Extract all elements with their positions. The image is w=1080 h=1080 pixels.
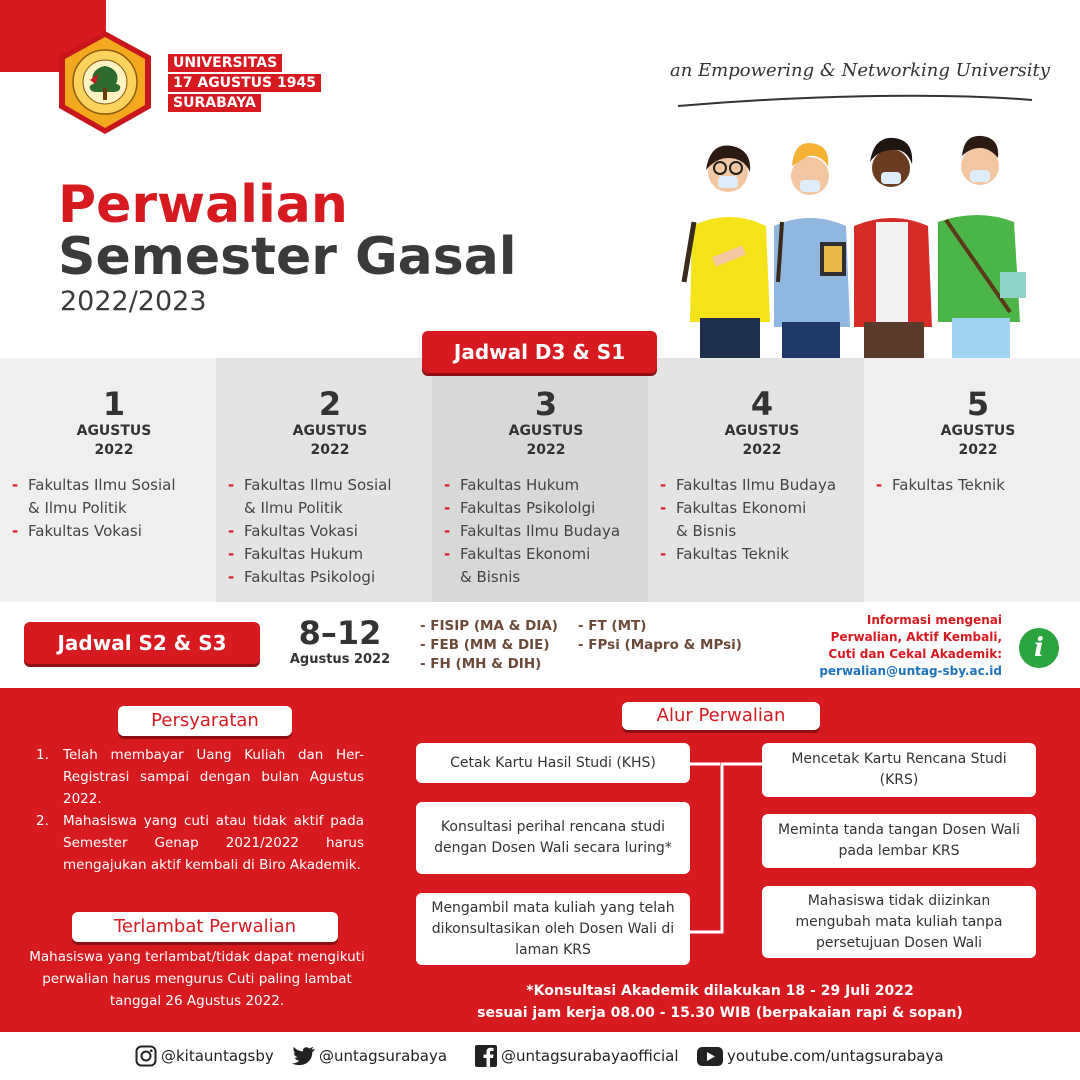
youtube-url: youtube.com/untagsurabaya: [727, 1047, 944, 1065]
schedule-day-5: [864, 358, 1080, 602]
jadwal-d3-s1-label: Jadwal D3 & S1: [422, 331, 657, 373]
program-item: - FT (MT): [578, 618, 647, 634]
info-icon: i: [1019, 628, 1059, 668]
university-name: [168, 54, 321, 114]
flow-step-5: Meminta tanda tangan Dosen Wali pada lembar KRS: [762, 814, 1036, 868]
info-line: Perwalian, Aktif Kembali,: [830, 630, 1002, 644]
facebook-icon: [474, 1044, 498, 1068]
requirement-number: 1.: [36, 747, 49, 763]
schedule-day-1: [0, 358, 216, 602]
faculty-item: - Fakultas Psikologi: [228, 566, 432, 589]
schedule-d3-s1: [0, 358, 1080, 602]
day-year: 2022: [958, 442, 998, 458]
flow-step-4: Mencetak Kartu Rencana Studi (KRS): [762, 743, 1036, 797]
persyaratan-label: Persyaratan: [118, 706, 292, 736]
s2-s3-date-month: Agustus 2022: [289, 652, 391, 667]
day-number: 4: [750, 385, 774, 423]
terlambat-label: Terlambat Perwalian: [72, 912, 338, 942]
schedule-day-3: [432, 358, 648, 602]
faculty-item: & Bisnis: [460, 568, 521, 586]
flow-note-line: sesuai jam kerja 08.00 - 15.30 WIB (berpakaian rapi & sopan): [477, 1005, 963, 1021]
flow-note-line: *Konsultasi Akademik dilakukan 18 - 29 Juli 2022: [526, 983, 914, 999]
faculty-item: & Bisnis: [676, 522, 737, 540]
program-item: - FH (MH & DIH): [420, 656, 542, 672]
day-year: 2022: [94, 442, 134, 458]
requirement-text: Telah membayar Uang Kuliah dan Her-Registrasi sampai dengan bulan Agustus 2022.: [63, 747, 364, 807]
schedule-day-4: [648, 358, 864, 602]
flow-note: [440, 980, 1000, 1024]
title-line-1: Perwalian: [58, 175, 348, 235]
day-month: AGUSTUS: [724, 423, 800, 439]
requirement-number: 2.: [36, 813, 49, 829]
schedule-day-2: [216, 358, 432, 602]
instagram-icon: [134, 1044, 158, 1068]
faculty-item: - Fakultas Psikololgi: [444, 497, 648, 520]
program-item: - FEB (MM & DIE): [420, 637, 550, 653]
faculty-item: & Ilmu Politik: [28, 499, 127, 517]
faculty-item: - Fakultas Ilmu Budaya: [444, 520, 648, 543]
info-email-link[interactable]: perwalian@untag-sby.ac.id: [819, 664, 1002, 678]
info-line: Informasi mengenai: [866, 613, 1002, 627]
faculty-item: - Fakultas Ekonomi: [660, 497, 864, 520]
faculty-list: [660, 474, 864, 566]
info-text: [819, 612, 1002, 680]
s2-s3-date: [282, 614, 398, 667]
faculty-item: - Fakultas Vokasi: [12, 520, 216, 543]
twitter-handle: @untagsurabaya: [319, 1047, 448, 1065]
s2-s3-date-range: 8–12: [298, 614, 382, 652]
faculty-item: - Fakultas Teknik: [876, 474, 1080, 497]
day-year: 2022: [526, 442, 566, 458]
instagram-handle: @kitauntagsby: [161, 1047, 274, 1065]
faculty-item: - Fakultas Vokasi: [228, 520, 432, 543]
faculty-list: [876, 474, 1080, 497]
s2-s3-programs-col1: [420, 617, 558, 674]
day-month: AGUSTUS: [508, 423, 584, 439]
day-month: AGUSTUS: [292, 423, 368, 439]
day-month: AGUSTUS: [940, 423, 1016, 439]
youtube-link[interactable]: [696, 1044, 944, 1068]
day-number: 2: [318, 385, 342, 423]
tagline-underline: [676, 82, 1036, 112]
program-item: - FPsi (Mapro & MPsi): [578, 637, 742, 653]
title-year: 2022/2023: [60, 286, 207, 317]
twitter-link[interactable]: [292, 1044, 447, 1068]
youtube-icon: [696, 1044, 724, 1068]
day-number: 1: [102, 385, 126, 423]
day-number: 3: [534, 385, 558, 423]
flow-step-2: Konsultasi perihal rencana studi dengan Dosen Wali secara luring*: [416, 802, 690, 874]
university-name-line: SURABAYA: [168, 94, 261, 112]
alur-label: Alur Perwalian: [622, 702, 820, 730]
day-year: 2022: [742, 442, 782, 458]
persyaratan-list: [36, 744, 364, 876]
faculty-item: - Fakultas Ilmu Sosial: [228, 474, 432, 497]
faculty-item: - Fakultas Teknik: [660, 543, 864, 566]
flow-step-1: Cetak Kartu Hasil Studi (KHS): [416, 743, 690, 783]
day-number: 5: [966, 385, 990, 423]
flow-step-6: Mahasiswa tidak diizinkan mengubah mata kuliah tanpa persetujuan Dosen Wali: [762, 886, 1036, 958]
instagram-link[interactable]: [134, 1044, 274, 1068]
facebook-link[interactable]: [474, 1044, 679, 1068]
faculty-item: - Fakultas Ilmu Sosial: [12, 474, 216, 497]
social-footer: [0, 1032, 1080, 1080]
university-name-line: 17 AGUSTUS 1945: [168, 74, 321, 92]
faculty-list: [12, 474, 216, 543]
terlambat-text: Mahasiswa yang terlambat/tidak dapat mengikuti perwalian harus mengurus Cuti paling lambat tanggal 26 Agustus 2022.: [29, 949, 365, 1009]
flow-step-3: Mengambil mata kuliah yang telah dikonsultasikan oleh Dosen Wali di laman KRS: [416, 893, 690, 965]
faculty-item: - Fakultas Hukum: [444, 474, 648, 497]
faculty-item: - Fakultas Ekonomi: [444, 543, 648, 566]
requirement-item: [36, 810, 364, 876]
university-logo: [50, 28, 160, 138]
title-line-2: Semester Gasal: [58, 227, 517, 287]
facebook-handle: @untagsurabayaofficial: [501, 1047, 679, 1065]
day-month: AGUSTUS: [76, 423, 152, 439]
s2-s3-programs-col2: [578, 617, 742, 655]
twitter-icon: [292, 1044, 316, 1068]
program-item: - FISIP (MA & DIA): [420, 618, 558, 634]
faculty-list: [228, 474, 432, 589]
students-illustration: [670, 122, 1070, 362]
jadwal-s2-s3-label: Jadwal S2 & S3: [24, 622, 260, 664]
tagline: an Empowering & Networking University: [670, 60, 1050, 81]
faculty-item: & Ilmu Politik: [244, 499, 343, 517]
info-line: Cuti dan Cekal Akademik:: [828, 647, 1002, 661]
faculty-item: - Fakultas Hukum: [228, 543, 432, 566]
university-name-line: UNIVERSITAS: [168, 54, 282, 72]
faculty-item: - Fakultas Ilmu Budaya: [660, 474, 864, 497]
faculty-list: [444, 474, 648, 589]
requirement-text: Mahasiswa yang cuti atau tidak aktif pada Semester Genap 2021/2022 harus mengajukan aktif kembali di Biro Akademik.: [63, 813, 364, 873]
day-year: 2022: [310, 442, 350, 458]
requirement-item: [36, 744, 364, 810]
